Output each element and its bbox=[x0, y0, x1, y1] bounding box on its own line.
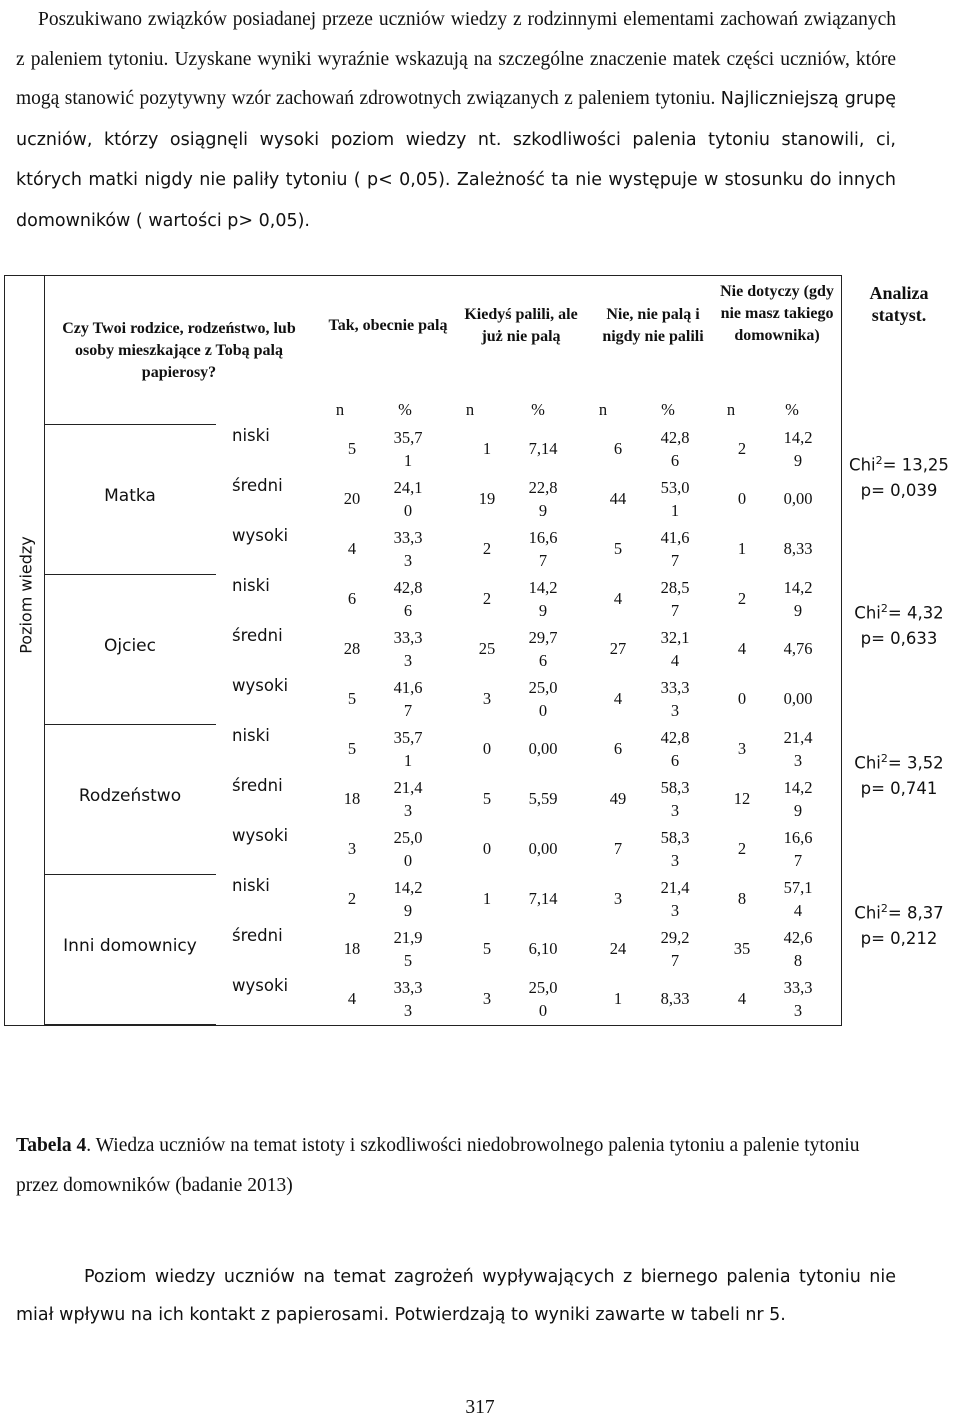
table-cell: 1 bbox=[482, 889, 492, 908]
level-label: niski bbox=[232, 726, 270, 745]
table-cell: 14,2 9 bbox=[783, 428, 813, 470]
table-cell: 42,8 6 bbox=[393, 578, 423, 620]
table-cell: 28,5 7 bbox=[660, 578, 690, 620]
table-cell: 14,2 9 bbox=[528, 578, 558, 620]
table-cell: 14,2 9 bbox=[783, 778, 813, 820]
table-cell: 2 bbox=[482, 539, 492, 558]
table-cell: 0 bbox=[482, 739, 492, 758]
table-cell: 19 bbox=[478, 489, 496, 508]
table-cell: 4 bbox=[613, 589, 623, 608]
table-cell: 0 bbox=[482, 839, 492, 858]
table-cell: 6 bbox=[347, 589, 357, 608]
table-cell: 4 bbox=[347, 539, 357, 558]
side-divider bbox=[44, 275, 45, 1026]
chi-value: Chi$^2$= 13,25 bbox=[849, 454, 949, 475]
table-cell: 5 bbox=[613, 539, 623, 558]
table-border-top bbox=[4, 275, 842, 276]
table-cell: 42,6 8 bbox=[783, 928, 813, 970]
level-label: niski bbox=[232, 576, 270, 595]
level-label: średni bbox=[232, 476, 283, 495]
group-inni-domownicy: Inni domownicy bbox=[63, 936, 197, 956]
level-label: wysoki bbox=[232, 826, 289, 845]
table-cell: 5 bbox=[482, 789, 492, 808]
table-cell: 29,7 6 bbox=[528, 628, 558, 670]
chi-square-stat bbox=[842, 448, 956, 503]
table-cell: 41,6 7 bbox=[393, 678, 423, 720]
table-cell: 0 bbox=[737, 689, 747, 708]
table-cell: 33,3 3 bbox=[393, 978, 423, 1020]
level-label: niski bbox=[232, 876, 270, 895]
table-cell: 22,8 9 bbox=[528, 478, 558, 520]
table-caption bbox=[16, 1126, 896, 1206]
group-divider-3 bbox=[44, 874, 216, 875]
table-cell: 16,6 7 bbox=[783, 828, 813, 870]
table-cell: 4,76 bbox=[783, 639, 813, 658]
chi-square-stat bbox=[842, 896, 956, 951]
p-value: p= 0,212 bbox=[860, 928, 938, 948]
table-cell: 42,8 6 bbox=[660, 728, 690, 770]
table-cell: 4 bbox=[613, 689, 623, 708]
table-cell: 3 bbox=[482, 689, 492, 708]
col-header-nie: Nie, nie palą i nigdy nie palili bbox=[602, 306, 704, 345]
chi-value: Chi$^2$= 8,37 bbox=[854, 902, 944, 923]
table-cell: 8,33 bbox=[660, 989, 690, 1008]
p-value: p= 0,039 bbox=[860, 480, 938, 500]
table-cell: 1 bbox=[613, 989, 623, 1008]
level-label: wysoki bbox=[232, 676, 289, 695]
group-ojciec: Ojciec bbox=[104, 636, 156, 656]
table-cell: 6,10 bbox=[528, 939, 558, 958]
table-cell: 14,2 9 bbox=[393, 878, 423, 920]
table-cell: 41,6 7 bbox=[660, 528, 690, 570]
group-divider-2 bbox=[44, 724, 216, 725]
table-cell: 7 bbox=[613, 839, 623, 858]
table-cell: 58,3 3 bbox=[660, 778, 690, 820]
col-header-tak: Tak, obecnie palą bbox=[328, 317, 448, 334]
table-cell: 35,7 1 bbox=[393, 728, 423, 770]
table-cell: 18 bbox=[343, 939, 361, 958]
table-cell: 18 bbox=[343, 789, 361, 808]
table-cell: 33,3 3 bbox=[393, 528, 423, 570]
table-cell: 0 bbox=[737, 489, 747, 508]
table-cell: 8 bbox=[737, 889, 747, 908]
table-cell: 4 bbox=[347, 989, 357, 1008]
intro-paragraph-part2: Najliczniejszą grupę uczniów, którzy osiągnęli wysoki poziom wiedzy nt. szkodliwości palenia tytoniu stanowili, ci, których matki nigdy nie paliły tytoniu ( p< 0,05). Zależność ta nie występuje w stosunku do innych domowników ( wartości p> 0,05). bbox=[16, 89, 897, 231]
table-cell: 21,9 5 bbox=[393, 928, 423, 970]
table-cell: 57,1 4 bbox=[783, 878, 813, 920]
table-cell: 0,00 bbox=[528, 739, 558, 758]
table-border-bottom bbox=[4, 1025, 842, 1026]
table-cell: 25,0 0 bbox=[393, 828, 423, 870]
table-cell: 3 bbox=[347, 839, 357, 858]
side-label bbox=[6, 470, 46, 720]
table-cell: 6 bbox=[613, 739, 623, 758]
table-cell: 2 bbox=[737, 439, 747, 458]
table-cell: 20 bbox=[343, 489, 361, 508]
closing-paragraph bbox=[16, 1258, 896, 1334]
table-cell: 29,2 7 bbox=[660, 928, 690, 970]
table-cell: 5 bbox=[347, 689, 357, 708]
table-cell: 2 bbox=[737, 839, 747, 858]
table-cell: 35 bbox=[733, 939, 751, 958]
question-header: Czy Twoi rodzice, rodzeństwo, lub osoby mieszkające z Tobą palą papierosy? bbox=[62, 320, 296, 381]
table-cell: 16,6 7 bbox=[528, 528, 558, 570]
table-cell: 35,7 1 bbox=[393, 428, 423, 470]
table-cell: 21,4 3 bbox=[660, 878, 690, 920]
side-label-text: Poziom wiedzy bbox=[16, 536, 36, 654]
chi-value: Chi$^2$= 4,32 bbox=[854, 602, 944, 623]
table-cell: 0,00 bbox=[783, 489, 813, 508]
table-cell: 53,0 1 bbox=[660, 478, 690, 520]
subheader-5: % bbox=[661, 400, 675, 419]
caption-label: Tabela 4 bbox=[16, 1135, 87, 1156]
table-cell: 5 bbox=[482, 939, 492, 958]
table-cell: 44 bbox=[609, 489, 627, 508]
chi-square-stat bbox=[842, 596, 956, 651]
table-border-left bbox=[4, 275, 5, 1026]
level-label: średni bbox=[232, 776, 283, 795]
subheader-0: n bbox=[335, 400, 345, 419]
level-label: wysoki bbox=[232, 526, 289, 545]
group-divider-0 bbox=[44, 424, 216, 425]
level-label: wysoki bbox=[232, 976, 289, 995]
table-cell: 12 bbox=[733, 789, 751, 808]
group-matka: Matka bbox=[104, 486, 156, 506]
group-rodzeństwo: Rodzeństwo bbox=[78, 786, 182, 806]
table-cell: 33,3 3 bbox=[393, 628, 423, 670]
table-cell: 8,33 bbox=[783, 539, 813, 558]
table-cell: 21,4 3 bbox=[783, 728, 813, 770]
analysis-header: Analiza statyst. bbox=[869, 283, 929, 325]
table-cell: 21,4 3 bbox=[393, 778, 423, 820]
table-cell: 25,0 0 bbox=[528, 978, 558, 1020]
table-cell: 33,3 3 bbox=[660, 678, 690, 720]
chi-value: Chi$^2$= 3,52 bbox=[854, 752, 944, 773]
intro-paragraph-part1: Poszukiwano związków posiadanej przeze uczniów wiedzy z rodzinnymi elementami zachowań związanych z paleniem tytoniu. Uzyskane wyniki wyraźnie wskazują na szczególne znaczenie matek części uczniów, które mogą stanowić pozytywny wzór zachowań zdrowotnych związanych z paleniem tytoniu. bbox=[16, 9, 896, 109]
table-cell: 49 bbox=[609, 789, 627, 808]
subheader-3: % bbox=[531, 400, 545, 419]
level-label: średni bbox=[232, 926, 283, 945]
table-cell: 2 bbox=[347, 889, 357, 908]
chi-square-stat bbox=[842, 746, 956, 801]
level-label: niski bbox=[232, 426, 270, 445]
group-divider-last bbox=[44, 1024, 216, 1025]
table-cell: 6 bbox=[613, 439, 623, 458]
table-cell: 5 bbox=[347, 439, 357, 458]
page-number: 317 bbox=[465, 1397, 495, 1418]
caption-text: . Wiedza uczniów na temat istoty i szkodliwości niedobrowolnego palenia tytoniu a palenie tytoniu przez domowników (badanie 2013) bbox=[16, 1135, 860, 1196]
table-cell: 42,8 6 bbox=[660, 428, 690, 470]
table-cell: 25 bbox=[478, 639, 496, 658]
table-cell: 33,3 3 bbox=[783, 978, 813, 1020]
table-cell: 0,00 bbox=[528, 839, 558, 858]
table-cell: 7,14 bbox=[528, 439, 558, 458]
subheader-1: % bbox=[398, 400, 412, 419]
table-cell: 0,00 bbox=[783, 689, 813, 708]
table-cell: 3 bbox=[737, 739, 747, 758]
table-cell: 1 bbox=[482, 439, 492, 458]
table-cell: 28 bbox=[343, 639, 361, 658]
table-cell: 3 bbox=[613, 889, 623, 908]
table-cell: 5 bbox=[347, 739, 357, 758]
table-cell: 24,1 0 bbox=[393, 478, 423, 520]
table-cell: 2 bbox=[737, 589, 747, 608]
col-header-kiedys: Kiedyś palili, ale już nie palą bbox=[464, 306, 578, 345]
subheader-6: n bbox=[726, 400, 736, 419]
table-cell: 3 bbox=[482, 989, 492, 1008]
table-cell: 24 bbox=[609, 939, 627, 958]
table-cell: 5,59 bbox=[528, 789, 558, 808]
table-cell: 25,0 0 bbox=[528, 678, 558, 720]
table-cell: 32,1 4 bbox=[660, 628, 690, 670]
subheader-7: % bbox=[785, 400, 799, 419]
subheader-4: n bbox=[598, 400, 608, 419]
table-cell: 58,3 3 bbox=[660, 828, 690, 870]
p-value: p= 0,741 bbox=[860, 778, 938, 798]
table-cell: 1 bbox=[737, 539, 747, 558]
table-cell: 27 bbox=[609, 639, 627, 658]
group-divider-1 bbox=[44, 574, 216, 575]
table-cell: 7,14 bbox=[528, 889, 558, 908]
subheader-2: n bbox=[465, 400, 475, 419]
p-value: p= 0,633 bbox=[860, 628, 938, 648]
table-cell: 4 bbox=[737, 639, 747, 658]
table-cell: 2 bbox=[482, 589, 492, 608]
col-header-nie-dotyczy: Nie dotyczy (gdy nie masz takiego domownika) bbox=[720, 283, 834, 344]
table-cell: 4 bbox=[737, 989, 747, 1008]
level-label: średni bbox=[232, 626, 283, 645]
closing-paragraph-text: Poziom wiedzy uczniów na temat zagrożeń wypływających z biernego palenia tytoniu nie miał wpływu na ich kontakt z papierosami. Potwierdzają to wyniki zawarte w tabeli nr 5. bbox=[16, 1267, 896, 1325]
table-cell: 14,2 9 bbox=[783, 578, 813, 620]
